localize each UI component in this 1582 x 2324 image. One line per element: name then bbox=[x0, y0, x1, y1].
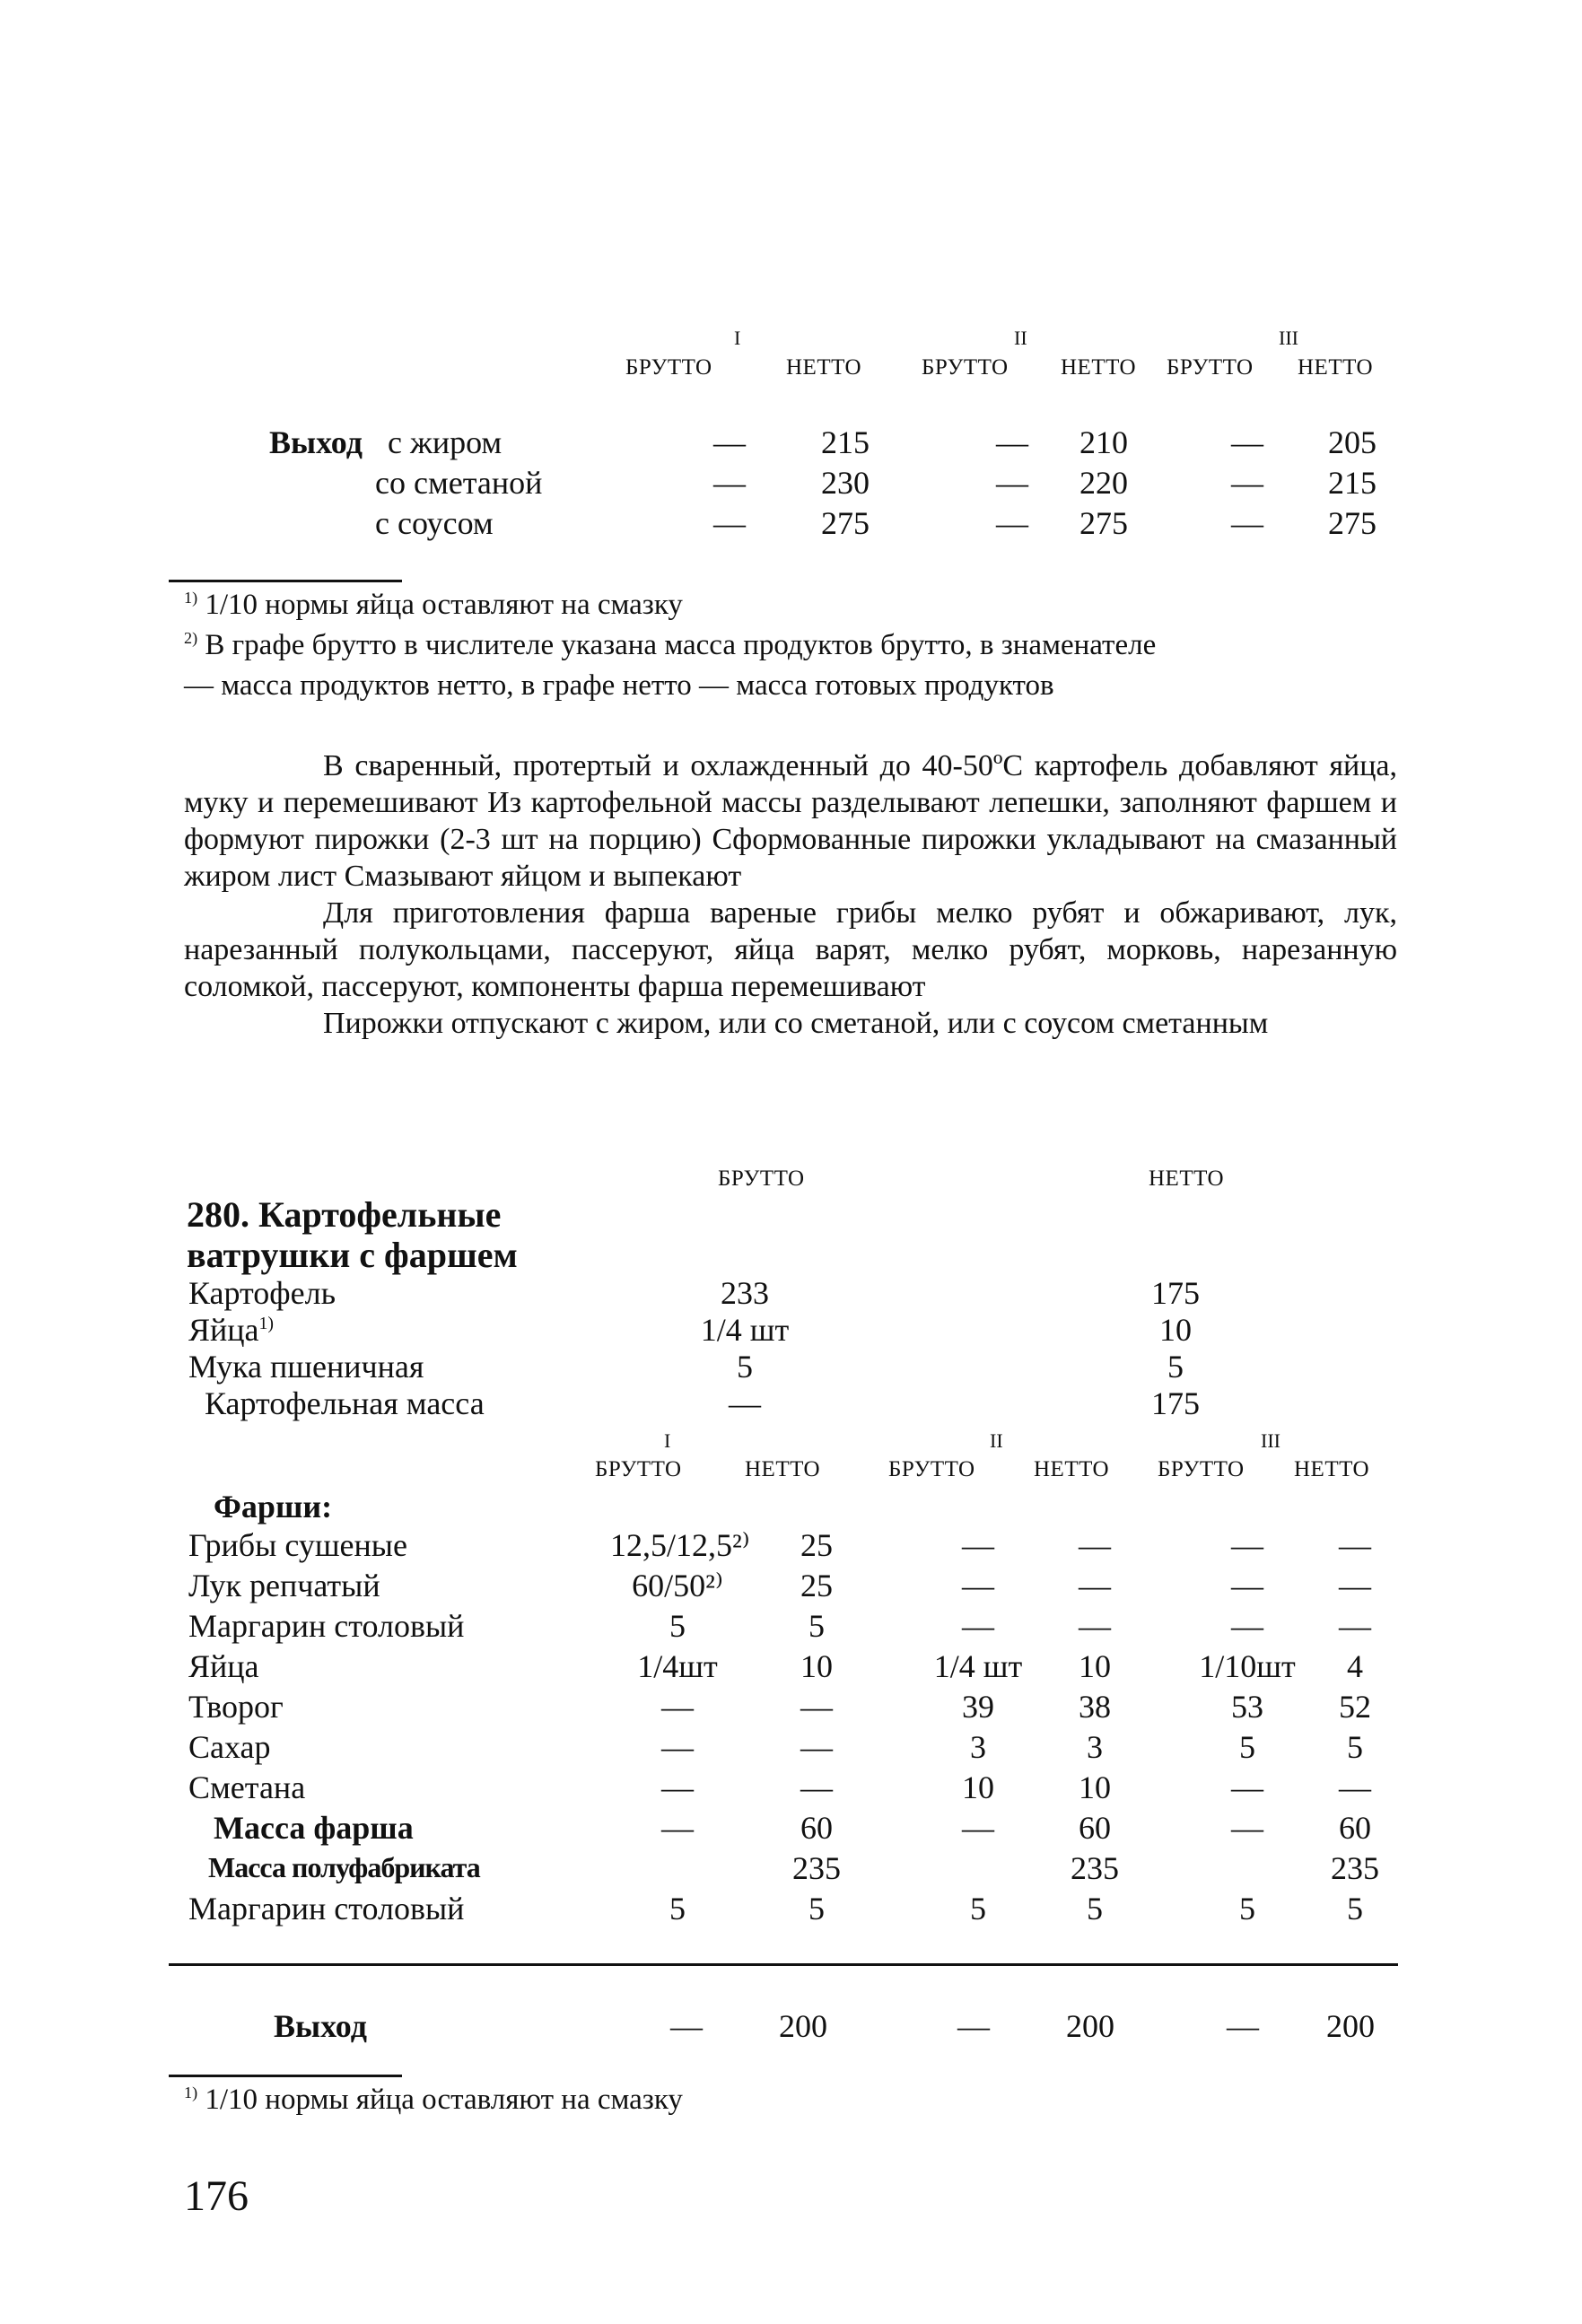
ingredient-label: Сахар bbox=[188, 1729, 271, 1765]
cell: — bbox=[713, 424, 746, 460]
yield-label: Выход bbox=[274, 2008, 367, 2044]
ingredient-label: Творог bbox=[188, 1689, 284, 1725]
yield-label: Выход bbox=[269, 424, 363, 460]
cell: 200 bbox=[779, 2008, 827, 2044]
cell: 60 bbox=[1079, 1810, 1111, 1846]
cell: 200 bbox=[1326, 2008, 1375, 2044]
footnote-text: 1/10 нормы яйца оставляют на смазку bbox=[205, 2084, 683, 2116]
recipe-number: 280. bbox=[187, 1194, 249, 1235]
cell: 5 bbox=[808, 1891, 825, 1926]
cell: — bbox=[957, 2008, 990, 2044]
cell: 5 bbox=[669, 1608, 686, 1644]
cell: 52 bbox=[1339, 1689, 1371, 1725]
ingredient-label bbox=[188, 1311, 274, 1349]
cell: 235 bbox=[1331, 1850, 1379, 1886]
col-header: НЕТТО bbox=[1034, 1457, 1110, 1481]
cell: — bbox=[670, 2008, 703, 2044]
cell: 3 bbox=[970, 1729, 986, 1765]
cell: 5 bbox=[970, 1891, 986, 1926]
cell: 10 bbox=[1079, 1648, 1111, 1684]
cell: 10 bbox=[800, 1648, 833, 1684]
cell: 10 bbox=[962, 1769, 994, 1805]
col-header: БРУТТО bbox=[922, 355, 1009, 380]
cell: — bbox=[1079, 1608, 1111, 1644]
row-label: с жиром bbox=[388, 424, 503, 460]
cell: 215 bbox=[821, 424, 870, 460]
footnote-text: — масса продуктов нетто, в графе нетто — масса готовых продуктов bbox=[184, 669, 1054, 702]
cell: 10 bbox=[1159, 1312, 1192, 1348]
cell: 275 bbox=[1328, 505, 1377, 541]
cell: 1/4 шт bbox=[933, 1648, 1023, 1684]
cell: — bbox=[962, 1608, 994, 1644]
cell: — bbox=[996, 424, 1028, 460]
footnote-text: В графе брутто в числителе указана масса продуктов брутто, в знаменателе bbox=[205, 629, 1157, 661]
cell: 1/4шт bbox=[637, 1648, 718, 1684]
ingredient-label: Грибы сушеные bbox=[188, 1527, 407, 1563]
cell: 5 bbox=[669, 1891, 686, 1926]
page-number: 176 bbox=[184, 2172, 249, 2220]
cell: 5 bbox=[808, 1608, 825, 1644]
table-bottom-rule bbox=[169, 1963, 1398, 1966]
body-text bbox=[184, 747, 1397, 1042]
footnote-mark: 1) bbox=[184, 589, 198, 607]
cell: — bbox=[661, 1769, 694, 1805]
col-header: НЕТТО bbox=[1294, 1457, 1370, 1481]
cell: — bbox=[661, 1689, 694, 1725]
cell: — bbox=[1339, 1568, 1371, 1603]
cell: — bbox=[1339, 1608, 1371, 1644]
recipe-title-line1: Картофельные bbox=[258, 1194, 502, 1235]
cell: 230 bbox=[821, 465, 870, 501]
cell: — bbox=[800, 1769, 833, 1805]
cell: 4 bbox=[1347, 1648, 1363, 1684]
group-label: I bbox=[734, 327, 741, 349]
col-header: БРУТТО bbox=[1158, 1457, 1245, 1481]
ingredient-label: Лук репчатый bbox=[188, 1568, 380, 1603]
recipe-title-line2: ватрушки с фаршем bbox=[187, 1235, 518, 1275]
row-label: со сметаной bbox=[375, 465, 543, 501]
group-label: III bbox=[1261, 1429, 1280, 1452]
cell: — bbox=[962, 1568, 994, 1603]
cell: 215 bbox=[1328, 465, 1377, 501]
cell: 53 bbox=[1231, 1689, 1263, 1725]
cell: 200 bbox=[1066, 2008, 1114, 2044]
cell: 25 bbox=[800, 1527, 833, 1563]
cell: — bbox=[661, 1729, 694, 1765]
cell: — bbox=[1339, 1769, 1371, 1805]
cell: 5 bbox=[1087, 1891, 1103, 1926]
cell: 5 bbox=[737, 1349, 753, 1385]
ingredient-label: Масса фарша bbox=[214, 1810, 414, 1846]
cell: 1/10шт bbox=[1199, 1648, 1296, 1684]
cell: — bbox=[1231, 1810, 1263, 1846]
cell: 60 bbox=[1339, 1810, 1371, 1846]
group-label: II bbox=[1014, 327, 1027, 349]
cell: 175 bbox=[1151, 1275, 1200, 1311]
col-header: БРУТТО bbox=[1167, 355, 1254, 380]
ingredient-label: Яйца bbox=[188, 1648, 259, 1684]
ingredient-label: Картофель bbox=[188, 1275, 336, 1311]
footnote bbox=[184, 2084, 683, 2117]
ingredient-label: Сметана bbox=[188, 1769, 306, 1805]
cell: 210 bbox=[1079, 424, 1128, 460]
group-label: II bbox=[990, 1429, 1003, 1452]
cell: — bbox=[1231, 1568, 1263, 1603]
footnote-rule bbox=[169, 580, 402, 582]
paragraph: В сваренный, протертый и охлажденный до 40-50ºС картофель добавляют яйца, муку и перемешивают Из картофельной массы разделывают лепешки, заполняют фаршем и формуют пирожки (2-3 шт на порцию) Сформованные пирожки укладывают на смазанный жиром лист Смазывают яйцом и выпекают bbox=[184, 749, 1397, 893]
cell: 60/50²⁾ bbox=[632, 1568, 723, 1603]
col-header: НЕТТО bbox=[1149, 1166, 1225, 1191]
cell: 60 bbox=[800, 1810, 833, 1846]
col-header: НЕТТО bbox=[786, 355, 862, 380]
cell: — bbox=[1227, 2008, 1259, 2044]
cell: — bbox=[800, 1729, 833, 1765]
cell: — bbox=[713, 465, 746, 501]
cell: — bbox=[713, 505, 746, 541]
cell: 5 bbox=[1239, 1891, 1255, 1926]
cell: — bbox=[1231, 424, 1263, 460]
cell: 233 bbox=[721, 1275, 769, 1311]
cell: 5 bbox=[1167, 1349, 1184, 1385]
footnote bbox=[184, 629, 1156, 662]
cell: 235 bbox=[1071, 1850, 1119, 1886]
col-header: НЕТТО bbox=[1061, 355, 1137, 380]
cell: 220 bbox=[1079, 465, 1128, 501]
cell: 12,5/12,5²⁾ bbox=[610, 1527, 750, 1563]
group-label: I bbox=[664, 1429, 671, 1452]
cell: 3 bbox=[1087, 1729, 1103, 1765]
cell: 275 bbox=[821, 505, 870, 541]
cell: 38 bbox=[1079, 1689, 1111, 1725]
cell: 275 bbox=[1079, 505, 1128, 541]
footnote-mark: 2) bbox=[184, 629, 198, 647]
cell: — bbox=[1231, 1527, 1263, 1563]
cell: — bbox=[729, 1385, 761, 1421]
ingredient-label: Маргарин столовый bbox=[188, 1891, 465, 1926]
footnote bbox=[184, 669, 1054, 703]
cell: 39 bbox=[962, 1689, 994, 1725]
col-header: БРУТТО bbox=[718, 1166, 805, 1191]
cell: — bbox=[1079, 1527, 1111, 1563]
paragraph: Для приготовления фарша вареные грибы мелко рубят и обжаривают, лук, нарезанный полукольцами, пассеруют, яйца варят, мелко рубят, морковь, нарезанную соломкой, пассеруют, компоненты фарша перемешивают bbox=[184, 896, 1397, 1003]
recipe-title bbox=[187, 1193, 501, 1236]
cell: — bbox=[1231, 1769, 1263, 1805]
cell: — bbox=[996, 465, 1028, 501]
cell: — bbox=[1339, 1527, 1371, 1563]
cell: 175 bbox=[1151, 1385, 1200, 1421]
ingredient-label: Маргарин столовый bbox=[188, 1608, 465, 1644]
cell: 205 bbox=[1328, 424, 1377, 460]
ingredient-name: Яйца bbox=[188, 1312, 259, 1348]
footnote-text: 1/10 нормы яйца оставляют на смазку bbox=[205, 589, 683, 621]
cell: 10 bbox=[1079, 1769, 1111, 1805]
ingredient-label: Картофельная масса bbox=[205, 1385, 485, 1421]
footnote-mark: 1) bbox=[258, 1314, 275, 1333]
col-header: НЕТТО bbox=[745, 1457, 821, 1481]
footnote bbox=[184, 589, 683, 622]
cell: — bbox=[1079, 1568, 1111, 1603]
cell: — bbox=[962, 1810, 994, 1846]
cell: — bbox=[1231, 465, 1263, 501]
cell: 235 bbox=[792, 1850, 841, 1886]
cell: 5 bbox=[1347, 1891, 1363, 1926]
fillings-label: Фарши: bbox=[214, 1489, 333, 1525]
cell: — bbox=[1231, 505, 1263, 541]
col-header: БРУТТО bbox=[625, 355, 712, 380]
cell: — bbox=[962, 1527, 994, 1563]
cell: — bbox=[800, 1689, 833, 1725]
row-label: с соусом bbox=[375, 505, 494, 541]
cell: 25 bbox=[800, 1568, 833, 1603]
col-header: БРУТТО bbox=[595, 1457, 682, 1481]
footnote-rule bbox=[169, 2075, 402, 2077]
paragraph: Пирожки отпускают с жиром, или со сметаной, или с соусом сметанным bbox=[323, 1007, 1269, 1040]
cell: 5 bbox=[1239, 1729, 1255, 1765]
footnote-mark: 1) bbox=[184, 2084, 198, 2101]
group-label: III bbox=[1279, 327, 1298, 349]
ingredient-label: Мука пшеничная bbox=[188, 1349, 424, 1385]
cell: 1/4 шт bbox=[700, 1312, 790, 1348]
col-header: НЕТТО bbox=[1298, 355, 1374, 380]
cell: 5 bbox=[1347, 1729, 1363, 1765]
cell: — bbox=[996, 505, 1028, 541]
cell: — bbox=[1231, 1608, 1263, 1644]
ingredient-label: Масса полуфабриката bbox=[208, 1851, 480, 1883]
col-header: БРУТТО bbox=[888, 1457, 975, 1481]
cell: — bbox=[661, 1810, 694, 1846]
